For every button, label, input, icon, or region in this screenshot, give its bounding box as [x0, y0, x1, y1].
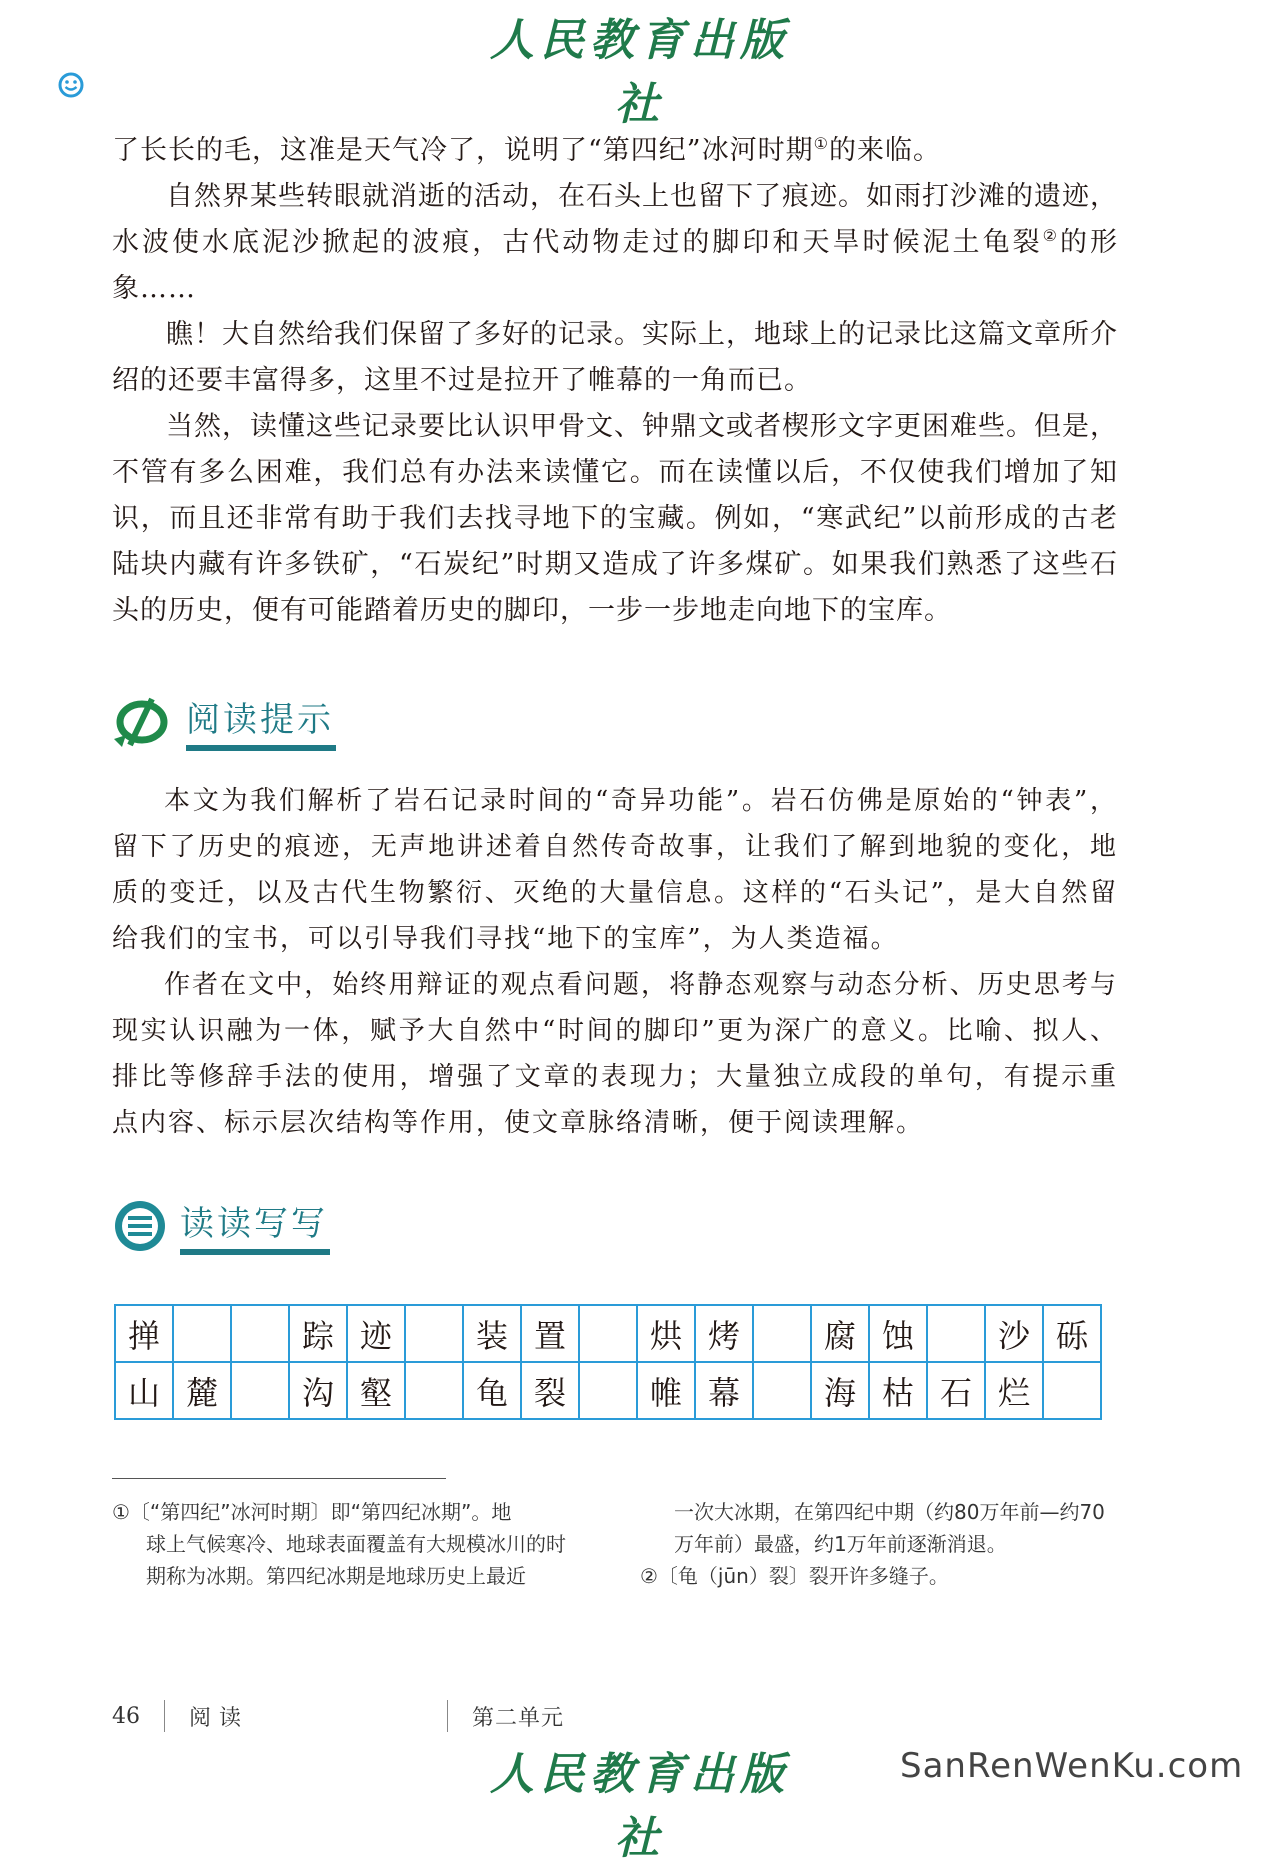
footnote-ref: ②: [1042, 226, 1060, 245]
read-write-icon: [112, 1198, 168, 1254]
footnote-divider: [112, 1478, 446, 1479]
vocab-cell: 沟: [289, 1362, 347, 1419]
footer-divider: [164, 1700, 165, 1732]
vocab-row: [115, 1305, 1101, 1362]
watermark: SanRenWenKu.com: [900, 1746, 1244, 1786]
footnote-ref: ①: [813, 134, 829, 153]
vocab-cell: 蚀: [869, 1305, 927, 1362]
footer-divider: [447, 1700, 448, 1732]
read-write-heading: [112, 1196, 330, 1255]
vocab-cell: 置: [521, 1305, 579, 1362]
vocab-cell: 壑: [347, 1362, 405, 1419]
main-text: [112, 128, 1118, 634]
paragraph: 作者在文中，始终用辩证的观点看问题，将静态观察与动态分析、历史思考与现实认识融为一体，赋予大自然中“时间的脚印”更为深广的意义。比喻、拟人、排比等修辞手法的使用，增强了文章的表现力；大量独立成段的单句，有提示重点内容、标示层次结构等作用，使文章脉络清晰，便于阅读理解。: [112, 970, 1118, 1138]
vocab-cell: [579, 1362, 637, 1419]
smile-icon: [58, 72, 84, 98]
vocab-cell: 烘: [637, 1305, 695, 1362]
vocab-cell: 掸: [115, 1305, 173, 1362]
footnotes-right: [640, 1496, 1110, 1592]
vocab-cell: 迹: [347, 1305, 405, 1362]
reading-tips-icon: [112, 695, 174, 749]
paragraph: 了长长的毛，这准是天气冷了，说明了“第四纪”冰河时期①的来临。: [112, 134, 941, 166]
footnote-2: ②〔龟（jūn）裂〕裂开许多缝子。: [640, 1564, 949, 1588]
vocab-cell: 麓: [173, 1362, 231, 1419]
footer-section: 阅读: [189, 1705, 250, 1731]
vocab-row: [115, 1362, 1101, 1419]
page-footer: [112, 1700, 564, 1732]
publisher-logo-top: 人民教育出版社: [490, 15, 790, 130]
vocab-cell: 海: [811, 1362, 869, 1419]
reading-tips-text: [112, 778, 1118, 1146]
vocab-cell: 烤: [695, 1305, 753, 1362]
publisher-logo-bottom: 人民教育出版社: [490, 1749, 790, 1864]
vocab-cell: 砾: [1043, 1305, 1101, 1362]
section-label: 读读写写: [180, 1196, 330, 1255]
vocab-cell: [231, 1362, 289, 1419]
vocab-cell: 装: [463, 1305, 521, 1362]
vocab-cell: 枯: [869, 1362, 927, 1419]
paragraph: 瞧！大自然给我们保留了多好的记录。实际上，地球上的记录比这篇文章所介绍的还要丰富得多，这里不过是拉开了帷幕的一角而已。: [112, 319, 1118, 396]
vocab-cell: [173, 1305, 231, 1362]
vocab-cell: [753, 1305, 811, 1362]
vocab-cell: 腐: [811, 1305, 869, 1362]
vocab-cell: 石: [927, 1362, 985, 1419]
footnote-1: ①〔“第四纪”冰河时期〕即“第四纪冰期”。地: [112, 1500, 512, 1524]
vocab-cell: [231, 1305, 289, 1362]
paragraph: 本文为我们解析了岩石记录时间的“奇异功能”。岩石仿佛是原始的“钟表”，留下了历史的痕迹，无声地讲述着自然传奇故事，让我们了解到地貌的变化，地质的变迁，以及古代生物繁衍、灭绝的大量信息。这样的“石头记”，是大自然留给我们的宝书，可以引导我们寻找“地下的宝库”，为人类造福。: [112, 786, 1118, 954]
vocab-cell: 山: [115, 1362, 173, 1419]
vocab-cell: [405, 1305, 463, 1362]
reading-tips-heading: [112, 692, 336, 751]
page-number: 46: [112, 1703, 140, 1729]
paragraph: 当然，读懂这些记录要比认识甲骨文、钟鼎文或者楔形文字更困难些。但是，不管有多么困难，我们总有办法来读懂它。而在读懂以后，不仅使我们增加了知识，而且还非常有助于我们去找寻地下的宝藏。例如，“寒武纪”以前形成的古老陆块内藏有许多铁矿，“石炭纪”时期又造成了许多煤矿。如果我们熟悉了这些石头的历史，便有可能踏着历史的脚印，一步一步地走向地下的宝库。: [112, 411, 1118, 626]
vocab-cell: 烂: [985, 1362, 1043, 1419]
vocab-cell: [753, 1362, 811, 1419]
vocab-cell: [579, 1305, 637, 1362]
footer-unit: 第二单元: [472, 1705, 565, 1731]
footnote-1-continued: 一次大冰期，在第四纪中期（约80万年前—约70万年前）最盛，约1万年前逐渐消退。: [674, 1500, 1105, 1556]
vocab-cell: 踪: [289, 1305, 347, 1362]
paragraph: 自然界某些转眼就消逝的活动，在石头上也留下了痕迹。如雨打沙滩的遗迹，水波使水底泥沙掀起的波痕，古代动物走过的脚印和天旱时候泥土龟裂②的形象……: [112, 181, 1119, 304]
vocab-cell: [405, 1362, 463, 1419]
vocab-cell: [927, 1305, 985, 1362]
section-label: 阅读提示: [186, 692, 336, 751]
vocab-cell: 幕: [695, 1362, 753, 1419]
vocabulary-grid: [114, 1304, 1102, 1420]
vocab-cell: 沙: [985, 1305, 1043, 1362]
vocab-cell: [1043, 1362, 1101, 1419]
footnote-1-body: 球上气候寒冷、地球表面覆盖有大规模冰川的时期称为冰期。第四纪冰期是地球历史上最近: [146, 1532, 566, 1588]
footnotes-left: [112, 1496, 582, 1592]
vocab-cell: 龟: [463, 1362, 521, 1419]
vocab-cell: 帷: [637, 1362, 695, 1419]
vocab-cell: 裂: [521, 1362, 579, 1419]
